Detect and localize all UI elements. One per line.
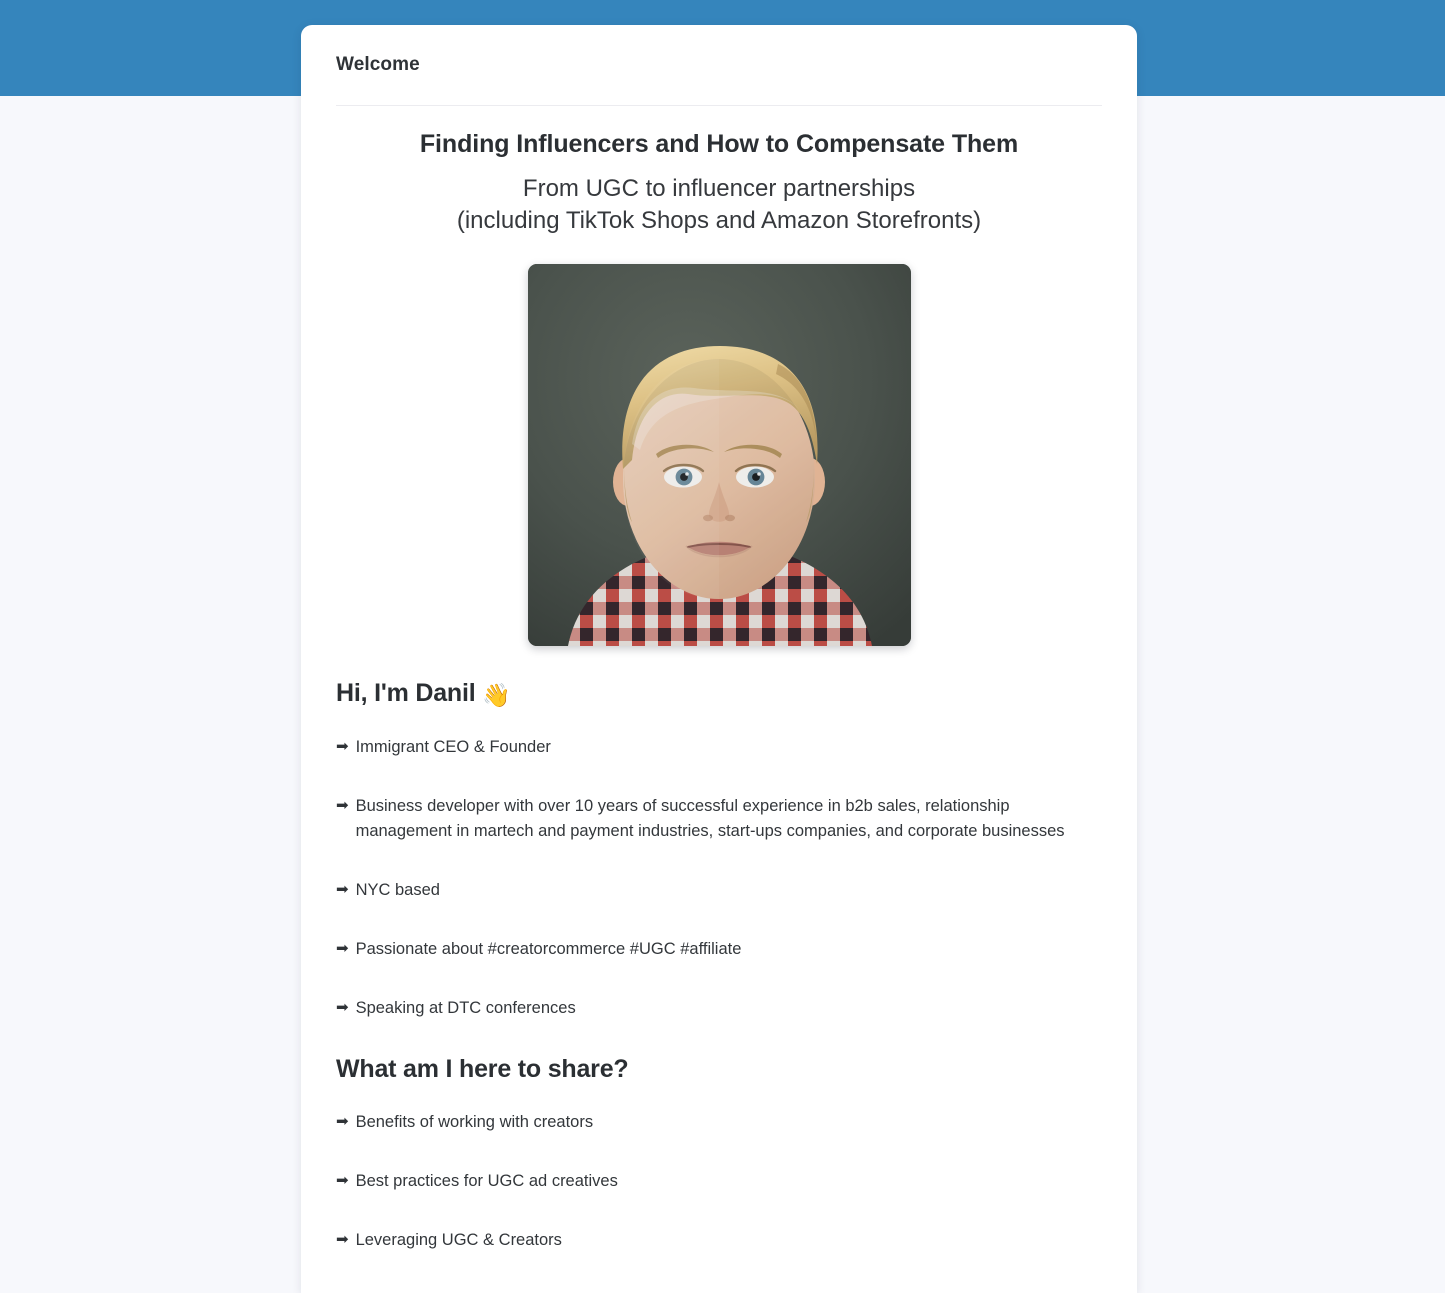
arrow-right-icon: ➡: [336, 1228, 349, 1252]
list-item: [336, 1228, 1102, 1253]
arrow-right-icon: ➡: [336, 878, 349, 902]
card-header: [336, 25, 1102, 105]
list-item-label: Speaking at DTC conferences: [356, 996, 1102, 1021]
list-item-label: Best practices for UGC ad creatives: [356, 1169, 1102, 1194]
arrow-right-icon: ➡: [336, 1169, 349, 1193]
intro-heading-text: Hi, I'm Danil: [336, 679, 475, 707]
page-title: Welcome: [336, 54, 420, 76]
list-item-label: Passionate about #creatorcommerce #UGC #affiliate: [356, 937, 1102, 962]
deck-subtitle: [336, 173, 1102, 238]
list-item-label: Leveraging UGC & Creators: [356, 1228, 1102, 1253]
list-item: [336, 937, 1102, 962]
list-item-label: NYC based: [356, 878, 1102, 903]
share-heading: What am I here to share?: [336, 1055, 1102, 1084]
deck-subtitle-line-2: (including TikTok Shops and Amazon Storefronts): [457, 207, 981, 234]
list-item: [336, 1169, 1102, 1194]
portrait-wrapper: [336, 264, 1102, 646]
list-item-label: Benefits of working with creators: [356, 1110, 1102, 1135]
hero-section: [336, 106, 1102, 646]
list-item: [336, 996, 1102, 1021]
deck-subtitle-line-1: From UGC to influencer partnerships: [523, 175, 915, 202]
speaker-portrait-photo: [528, 264, 911, 646]
arrow-right-icon: ➡: [336, 1110, 349, 1134]
list-item: [336, 1110, 1102, 1135]
list-item: [336, 878, 1102, 903]
list-item: [336, 735, 1102, 760]
list-item: [336, 794, 1102, 844]
arrow-right-icon: ➡: [336, 794, 349, 818]
welcome-card: [301, 25, 1137, 1293]
arrow-right-icon: ➡: [336, 735, 349, 759]
deck-title: Finding Influencers and How to Compensate Them: [336, 130, 1102, 159]
list-item-label: Business developer with over 10 years of successful experience in b2b sales, relationship management in martech and payment industries, start-ups companies, and corporate businesses: [356, 794, 1102, 844]
intro-heading: [336, 679, 1102, 709]
body-content: [336, 646, 1102, 1293]
list-item-label: Immigrant CEO & Founder: [356, 735, 1102, 760]
waving-hand-icon: 👋: [482, 682, 510, 708]
arrow-right-icon: ➡: [336, 937, 349, 961]
arrow-right-icon: ➡: [336, 996, 349, 1020]
